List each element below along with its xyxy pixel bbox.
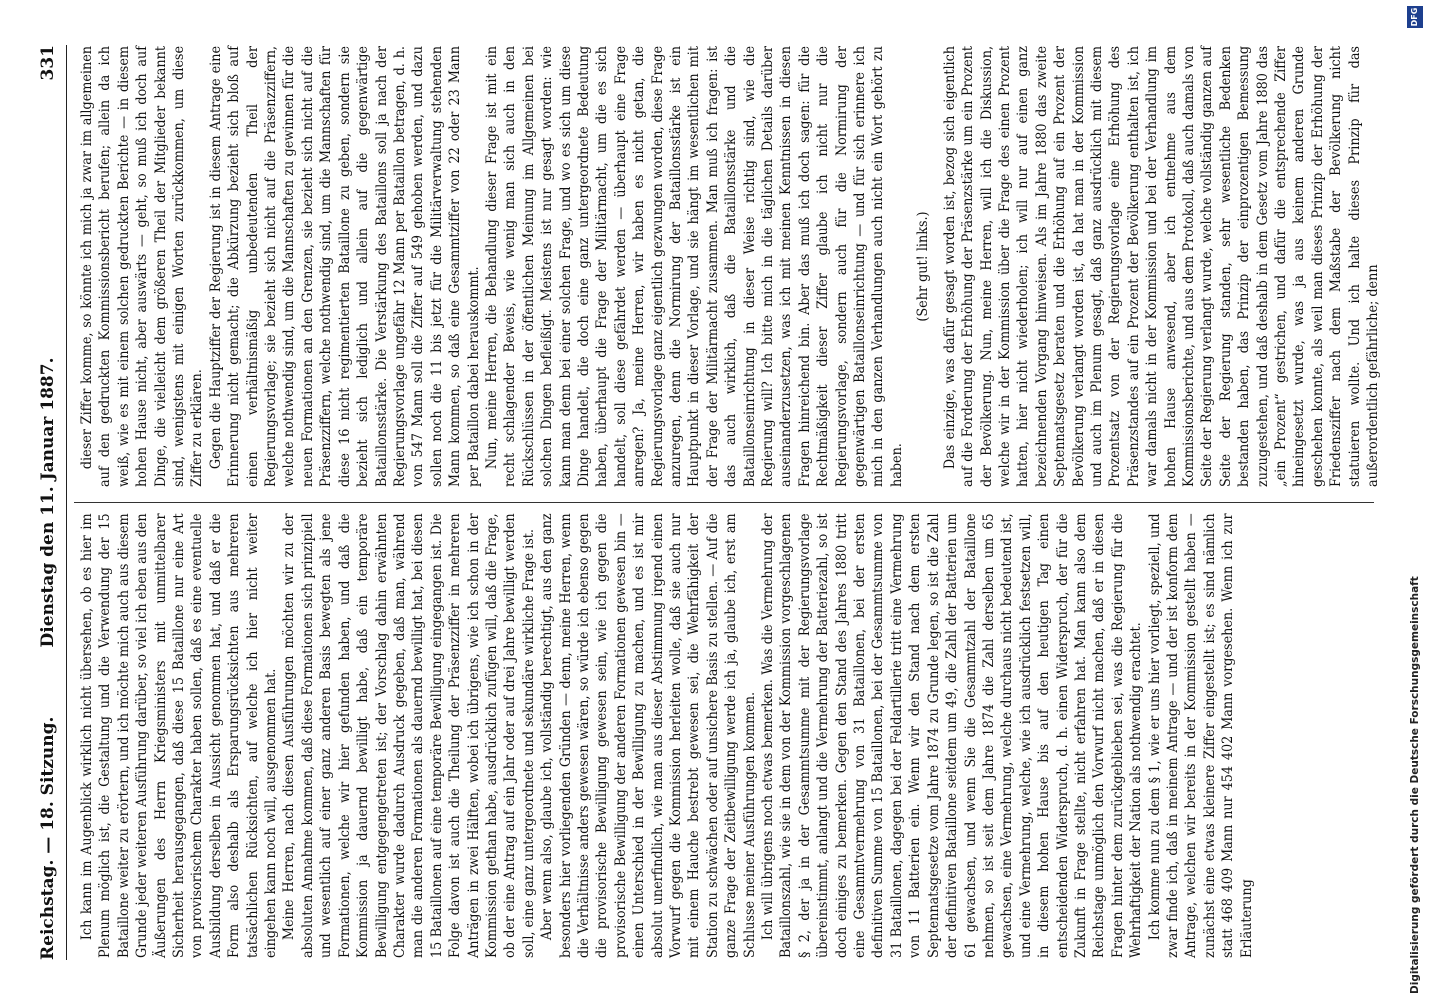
paragraph: Ich kann im Augenblick wirklich nicht übersehen, ob es hier im Plenum möglich ist, die Gestaltung und die Verwendung der 15 Bataillone weiter zu erörtern, und ich möchte mich auch aus diesem Grunde jeder weiteren Ausführung darüber, so viel ich eben aus den Äußerungen des Herrn Kriegsministers mit unmittelbarer Sicherheit herausgegangen, daß diese 15 Bataillone nur eine Art von provisorischem Charakter haben sollen, daß es eine eventuelle Ausbildung derselben in Aussicht genommen hat, und daß er die Form also deshalb als Ersparungsrücksichten aus mehreren tatsächlichen Rücksichten, auf welche ich hier nicht weiter eingehen kann noch will, ausgenommen hat.: [79, 513, 280, 958]
digitization-footer: [1405, 0, 1427, 1000]
header-date: Dienstag den 11. Januar 1887.: [38, 357, 58, 648]
header-rule: [66, 45, 67, 960]
page-number: 331: [38, 45, 58, 81]
paragraph: Das einzige, was dafür gesagt worden ist, bezog sich eigentlich auf die Forderung der Erhöhung der Präsenzstärke um ein Prozent der Bevölkerung. Nun, meine Herren, will ich die Diskussion, welche wir in der Kommission über die Frage des einen Prozent hatten, hier nicht wiederholen; ich will nur auf einen ganz bezeichnenden Vorgang hinweisen. Als im Jahre 1880 das zweite Septennatsgesetz beraten und die Erhöhung auf ein Prozent der Bevölkerung verlangt worden ist, da hat man in der Kommission und auch im Plenum gesagt, daß ganz ausdrücklich mit diesem Prozentsatz von der Regierungsvorlage eine Erhöhung des Präsenzstandes auf ein Prozent der Bevölkerung enthalten ist, ich war damals nicht in der Kommission und bei der Verhandlung im hohen Hause anwesend, aber ich entnehme aus dem Kommissionsberichte, und aus dem Protokoll, daß auch damals von Seite der Regierung verlangt wurde, welche vollständig ganzen auf Seite der Regierung standen, sehr wesentliche Bedenken bestanden haben, das Prinzip der einprozentigen Bemessung zuzugestehen, und daß deshalb in dem Gesetz vom Jahre 1880 das „ein Prozent“ gestrichen, und dafür die entsprechende Ziffer hineingesetzt wurde, was ja aus keinem anderen Grunde geschehen konnte, als weil man dieses Prinzip der Erhöhung der Friedensziffer nach dem Maßstabe der Bevölkerung nicht statuieren wollte. Und ich halte dieses Prinzip für das außerordentlich gefährliche; denn: [941, 46, 1382, 487]
dfg-logo: DFG: [1407, 6, 1423, 28]
paragraph: Nun, meine Herren, die Behandlung dieser Frage ist mit ein recht schlagender Beweis, wie wenig man sich auch in den Rückschlüssen in der öffentlichen Meinung im Allgemeinen bei solchen Dingen befleißigt. Meistens ist nur gesagt worden: wie kann man denn bei einer solchen Frage, und wo es sich um diese Dinge handelt, die doch eine ganz untergeordnete Bedeutung haben, überhaupt die Frage der Militärmacht, um die es sich handelt, soll diese gefährdet werden — überhaupt eine Frage anregen? Ja, meine Herren, wir haben es nicht getan, die Regierungsvorlage ganz eigentlich gezwungen worden, diese Frage anzuregen, denn die Normirung der Bataillonsstärke ist ein Hauptpunkt in dieser Vorlage, und sie hängt im wesentlichen mit der Frage der Militärmacht zusammen. Man muß ich fragen: ist das auch wirklich, daß die Bataillonsstärke und die Bataillonseinrichtung in dieser Weise richtig sind, wie die Regierung will? Ich bitte mich in die täglichen Details darüber auseinanderzusetzen, was ich mit meinen Kenntnissen in diesen Fragen hinreichend bin. Aber das muß ich doch sagen: für die Rechtmäßigkeit dieser Ziffer glaube ich nicht nur die Regierungsvorlage, sondern auch für die Normirung der gegenwärtigen Bataillonseinrichtung — und für sich erinnere ich mich in den ganzen Verhandlungen auch nicht ein Wort gehört zu haben.: [483, 46, 905, 487]
footer-credit: Digitalisierung gefördert durch die Deutsche Forschungsgemeinschaft: [1409, 576, 1421, 994]
paragraph: Ich komme nun zu dem § 1, wie er uns hier vorliegt, speziell, und zwar finde ich, daß in meinem Antrage — und der ist konform dem Antrage, welchen wir bereits in der Kommission gestellt haben — zunächst eine etwas kleinere Ziffer eingestellt ist; es sind nämlich statt 468 409 Mann nur 454 402 Mann vorgesehen. Wenn ich zur Erläuterung: [1146, 513, 1255, 958]
text-column-left: [78, 513, 1378, 958]
paragraph: Aber wenn also, glaube ich, vollständig berechtigt, aus den ganz besonders hier vorliegenden Gründen — denn, meine Herren, wenn die Verhältnisse anders gewesen wären, so würde ich ebenso gegen die provisorische Bewilligung gewesen sein, wie ich gegen die provisorische Bewilligung der anderen Formationen gewesen bin — einen Unterschied in der Bewilligung zu machen, und es ist mir absolut unerfindlich, wie man aus dieser Abstimmung irgend einen Vorwurf gegen die Kommission herleiten wolle, daß sie auch nur mit einem Hauche bestrebt gewesen sei, die Wehrfähigkeit der Station zu schwächen oder auf unsichere Basis zu stellen. — Auf die ganze Frage der Zeitbewilligung werde ich ja, glaube ich, erst am Schlusse meiner Ausführungen kommen.: [539, 513, 758, 958]
paragraph: Ich will übrigens noch etwas bemerken. Was die Vermehrung der Bataillonszahl, wie sie in dem von der Kommission vorgeschlagenen § 2, der ja in der Gesammtsumme mit der Regierungsvorlage übereinstimmt, anlangt und die Vermehrung der Batteriezahl, so ist doch einiges zu bemerken. Gegen den Stand des Jahres 1880 tritt eine Gesammtvermehrung von 31 Bataillonen, bei der ersten definitiven Summe von 15 Bataillonen, bei der Gesammtsumme von 31 Bataillonen, dagegen bei der Feldartillerie tritt eine Vermehrung von 11 Batterien ein. Wenn wir den Stand nach dem ersten Septennatsgesetze vom Jahre 1874 zu Grunde legen, so ist die Zahl der definitiven Bataillone seitdem um 49, die Zahl der Batterien um 61 gewachsen, und wenn Sie die Gesammtzahl der Bataillone nehmen, so ist seit dem Jahre 1874 die Zahl derselben um 65 gewachsen, eine Vermehrung, welche durchaus nicht bedeutend ist, und eine Vermehrung, welche, wie ich ausdrücklich festsetzen will, in diesem hohen Hause bis auf den heutigen Tag einen entscheidenden Widerspruch, d. h. einen Widerspruch, der für die Zukunft in Frage stellte, nicht erfahren hat. Man kann also dem Reichstage unmöglich den Vorwurf nicht machen, daß er in diesen Fragen hinter dem zurückgeblieben sei, was die Regierung für die Wehrhaftigkeit der Nation als nothwendig erachtet.: [760, 513, 1145, 958]
header-session: Reichstag. — 18. Sitzung.: [38, 716, 58, 960]
interjection: (Sehr gut! links.): [915, 211, 932, 322]
paragraph: dieser Ziffer komme, so könnte ich mich ja zwar im allgemeinen auf den gedruckten Kommissionsbericht berufen; allein da ich weiß, wie es mit einem solchen gedruckten Berichte — in diesem hohen Hause nicht, aber auswärts — geht, so muß ich doch auf Dinge, die vielleicht dem größeren Theil der Mitglieder bekannt sind, wenigstens mit einigen Worten zurückkommen, um diese Ziffer zu erklären.: [79, 46, 206, 487]
paragraph: Gegen die Hauptziffer der Regierung ist in diesem Antrage eine Erinnerung nicht gemacht; die Abkürzung bezieht sich bloß auf einen verhältnismäßig unbedeutenden Theil der Regierungsvorlage; sie bezieht sich nicht auf die Präsenzziffern, welche nothwendig sind, um die Mannschaften zu gewinnen für die neuen Formationen an den Grenzen, sie bezieht sich nicht auf die Präsenzziffern, welche nothwendig sind, um die Mannschaften für diese 16 nicht regimentierten Bataillone zu geben, sondern sie bezieht sich lediglich und allein auf die gegenwärtige Bataillonsstärke. Die Verstärkung des Bataillons soll ja nach der Regierungsvorlage ungefähr 12 Mann per Bataillon betragen, d. h. von 547 Mann soll die Ziffer auf 549 gehoben werden, und dazu sollen noch die 11 bis jetzt für die Militärverwaltung stehenden Mann kommen, so daß eine Gesammtziffer von 22 oder 23 Mann per Bataillon dabei herauskommt.: [207, 46, 482, 487]
paragraph: Meine Herren, nach diesen Ausführungen möchten wir zu der absoluten Annahme kommen, daß diese Formationen sich prinzipiell und wesentlich auf einer ganz anderen Basis bewegten als jene Formationen, welche wir hier gefunden haben, und daß die Kommission ja dauernd bewilligt habe, daß ein temporäre Bewilligung entgegengetreten ist; der Vorschlag dahin erwähnten Charakter wurde dadurch Ausdruck gegeben, daß man, während man die anderen Formationen als dauernd bewilligt hat, bei diesen 15 Bataillonen auf eine temporäre Bewilligung eingegangen ist. Die Folge davon ist auch die Theilung der Präsenzziffer in mehreren Anträgen in zwei Hälften, wobei ich übrigens, wie ich schon in der Kommission gethan habe, ausdrücklich zufügen will, daß die Frage, ob der eine Antrag auf ein Jahr oder auf drei Jahre bewilligt werden soll, eine ganz untergeordnete und sekundäre wirkliche Frage ist.: [281, 513, 537, 958]
page-header: [38, 45, 64, 960]
text-column-right: [78, 46, 1382, 487]
column-divider: [74, 502, 1374, 503]
